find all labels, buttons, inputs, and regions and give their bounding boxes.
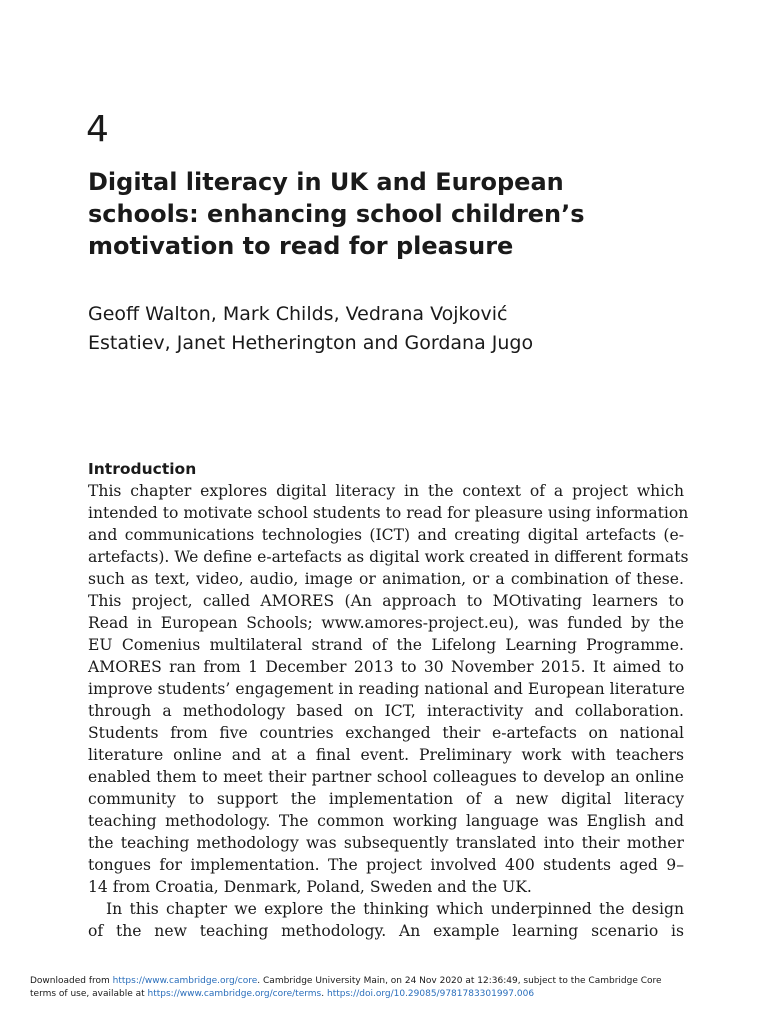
text-line: EU Comenius multilateral strand of the Lifelong Learning Programme.: [88, 636, 684, 654]
cambridge-core-link[interactable]: https://www.cambridge.org/core: [112, 976, 258, 986]
text-line: tongues for implementation. The project involved 400 students aged 9–: [88, 856, 684, 874]
footer-text: terms of use, available at: [30, 989, 148, 999]
text-line: 14 from Croatia, Denmark, Poland, Sweden and the UK.: [88, 878, 532, 896]
section-heading-introduction: Introduction: [88, 460, 197, 478]
text-line: teaching methodology. The common working language was English and: [88, 812, 684, 830]
footer-line: [30, 975, 740, 988]
chapter-title: [88, 166, 688, 262]
text-line: AMORES ran from 1 December 2013 to 30 November 2015. It aimed to: [88, 658, 684, 676]
authors-line: Geoff Walton, Mark Childs, Vedrana Vojković: [88, 303, 508, 325]
chapter-title-line: motivation to read for pleasure: [88, 232, 514, 260]
download-footer: [30, 975, 740, 1001]
text-line: In this chapter we explore the thinking which underpinned the design: [106, 900, 684, 918]
text-line: literature online and at a final event. Preliminary work with teachers: [88, 746, 684, 764]
text-line: intended to motivate school students to read for pleasure using information: [88, 504, 689, 522]
text-line: and communications technologies (ICT) and creating digital artefacts (e-: [88, 526, 684, 544]
chapter-title-line: schools: enhancing school children’s: [88, 200, 585, 228]
text-line: artefacts). We define e-artefacts as digital work created in different formats: [88, 548, 689, 566]
footer-text: Downloaded from: [30, 976, 113, 986]
doi-link[interactable]: https://doi.org/10.29085/9781783301997.006: [326, 989, 535, 999]
text-line: through a methodology based on ICT, interactivity and collaboration.: [88, 702, 684, 720]
body-text: [88, 480, 689, 942]
text-line: improve students’ engagement in reading national and European literature: [88, 680, 685, 698]
text-line: Students from five countries exchanged their e-artefacts on national: [88, 724, 684, 742]
chapter-title-line: Digital literacy in UK and European: [88, 168, 564, 196]
text-line: Read in European Schools; www.amores-project.eu), was funded by the: [88, 614, 684, 632]
chapter-number: 4: [86, 109, 109, 150]
text-line: such as text, video, audio, image or animation, or a combination of these.: [88, 570, 684, 588]
footer-line: [30, 988, 740, 1001]
text-line: the teaching methodology was subsequently translated into their mother: [88, 834, 684, 852]
text-line: community to support the implementation of a new digital literacy: [88, 790, 684, 808]
authors-line: Estatiev, Janet Hetherington and Gordana Jugo: [88, 332, 534, 354]
text-line: This chapter explores digital literacy in the context of a project which: [88, 482, 684, 500]
chapter-authors: [88, 300, 708, 358]
terms-link[interactable]: https://www.cambridge.org/core/terms: [147, 989, 322, 999]
footer-text: .: [321, 989, 327, 999]
text-line: of the new teaching methodology. An example learning scenario is: [88, 922, 684, 940]
text-line: enabled them to meet their partner school colleagues to develop an online: [88, 768, 684, 786]
text-line: This project, called AMORES (An approach to MOtivating learners to: [88, 592, 684, 610]
footer-text: . Cambridge University Main, on 24 Nov 2020 at 12:36:49, subject to the Cambridge Core: [257, 976, 662, 986]
